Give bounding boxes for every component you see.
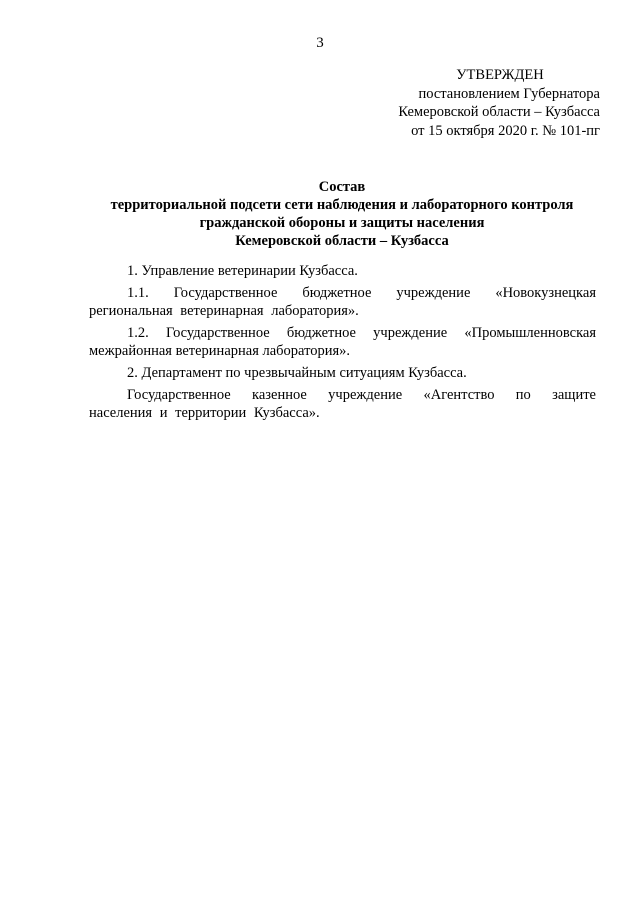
approval-block: [350, 66, 600, 140]
paragraph-novokuznetsk-lab: 1.1. Государственное бюджетное учреждение «Новокузнецкая региональная ветеринарная лаборатория».: [89, 285, 596, 319]
approval-line-region: Кемеровской области – Кузбасса: [398, 104, 600, 120]
document-title: [72, 178, 612, 250]
paragraph-veterinary-department: 1. Управление ветеринарии Кузбасса.: [127, 263, 358, 279]
title-line-region: Кемеровской области – Кузбасса: [235, 233, 449, 249]
paragraph-protection-agency: Государственное казенное учреждение «Агентство по защите населения и территории Кузбасса».: [89, 387, 596, 421]
approval-line-date: от 15 октября 2020 г. № 101-пг: [411, 122, 600, 139]
title-line-subnetwork: территориальной подсети сети наблюдения и лабораторного контроля: [110, 197, 574, 213]
approval-line-decree: постановлением Губернатора: [418, 85, 600, 102]
title-line-composition: Состав: [318, 179, 366, 195]
paragraph-promyshlennovsk-lab: 1.2. Государственное бюджетное учреждение «Промышленновская межрайонная ветеринарная лаборатория».: [89, 325, 596, 359]
document-body: [89, 262, 596, 426]
approval-title: УТВЕРЖДЕН: [456, 67, 544, 83]
page-number: 3: [316, 35, 324, 51]
title-line-civil-defense: гражданской обороны и защиты населения: [199, 215, 485, 231]
paragraph-emergency-department: 2. Департамент по чрезвычайным ситуациям Кузбасса.: [127, 365, 467, 381]
